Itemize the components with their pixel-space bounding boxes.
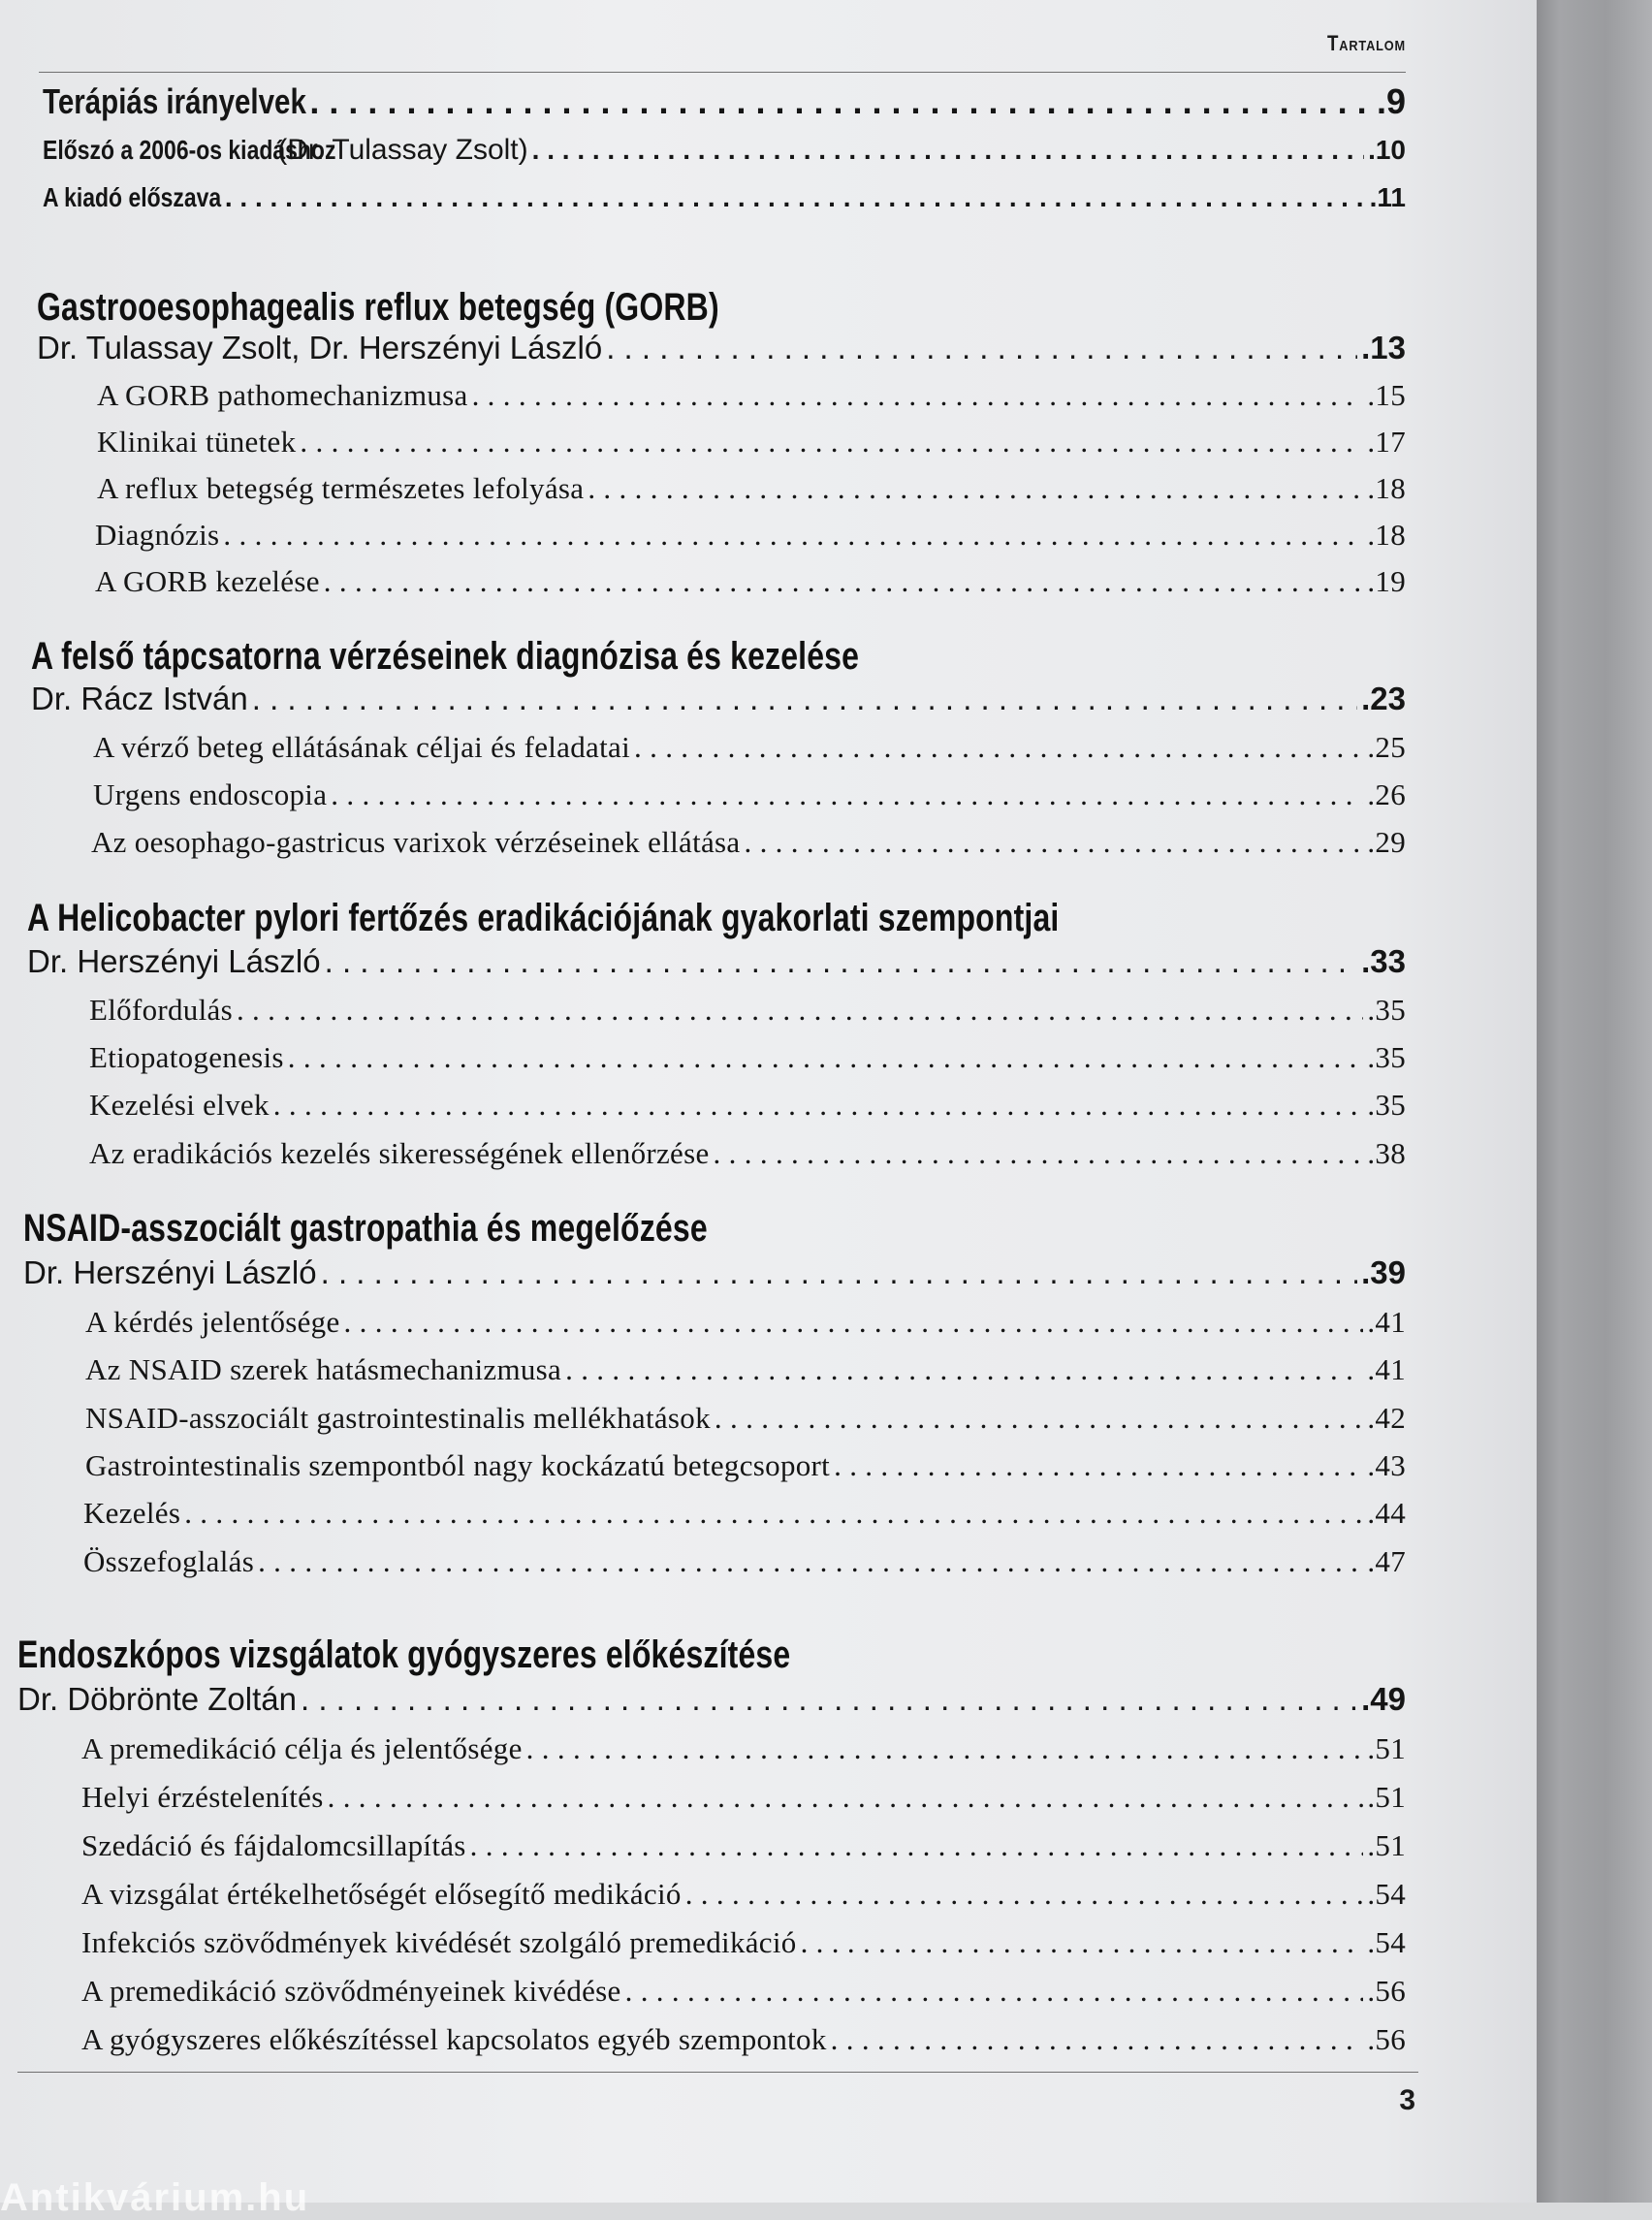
chapter-author-line (31, 681, 1406, 717)
chapter-title: Endoszkópos vizsgálatok gyógyszeres előkészítése (17, 1633, 791, 1676)
section-title: Infekciós szövődmények kivédését szolgáló premedikáció (81, 1925, 797, 1959)
dot-leader (301, 1681, 1357, 1718)
section-title: Kezelési elvek (89, 1088, 270, 1122)
section-title: A premedikáció szövődményeinek kivédése (81, 1974, 621, 2008)
dot-leader (331, 777, 1363, 812)
toc-page-number: .23 (1361, 681, 1406, 716)
dot-leader (565, 1352, 1363, 1387)
toc-section-entry (91, 825, 1406, 860)
toc-page-number: .15 (1367, 378, 1406, 412)
section-title: A vérző beteg ellátásának céljai és feladatai (93, 730, 630, 764)
toc-entry-front (43, 182, 1406, 213)
chapter-title: NSAID-asszociált gastropathia és megelőzése (23, 1207, 708, 1250)
section-title: Szedáció és fájdalomcsillapítás (81, 1828, 466, 1862)
toc-section-entry (85, 1305, 1406, 1340)
toc-section-entry (97, 471, 1406, 506)
chapter-authors: Dr. Herszényi László (23, 1254, 317, 1290)
chapter-title: Gastrooesophagealis reflux betegség (GORB) (37, 286, 719, 329)
section-title: Az oesophago-gastricus varixok vérzéseinek ellátása (91, 825, 741, 859)
dot-leader (223, 518, 1363, 553)
toc-page-number: .10 (1368, 135, 1406, 165)
toc-section-entry (81, 1925, 1406, 1960)
section-title: Gastrointestinalis szempontból nagy kockázatú betegcsoport (85, 1448, 831, 1482)
dot-leader (237, 993, 1363, 1028)
toc-page-number: .54 (1367, 1877, 1406, 1911)
toc-page-number: .35 (1367, 1088, 1406, 1122)
dot-leader (344, 1305, 1364, 1340)
toc-section-entry (95, 564, 1406, 599)
dot-leader (625, 1974, 1364, 2009)
toc-section-entry (81, 1877, 1406, 1912)
dot-leader (470, 1828, 1364, 1863)
toc-page-number: .26 (1367, 777, 1406, 811)
section-title: A kérdés jelentősége (85, 1305, 340, 1339)
toc-page-number: .25 (1367, 730, 1406, 764)
toc-page-number: .38 (1367, 1136, 1406, 1170)
toc-section-entry (85, 1352, 1406, 1387)
toc-section-entry (85, 1401, 1406, 1436)
dot-leader (714, 1136, 1364, 1171)
toc-section-entry (83, 1544, 1406, 1579)
toc-page-number: .51 (1367, 1780, 1406, 1814)
section-title: Összefoglalás (83, 1544, 255, 1578)
chapter-author-line (27, 943, 1406, 980)
toc-page-number: .49 (1361, 1681, 1406, 1717)
toc-page-number: .29 (1367, 825, 1406, 859)
running-header: Tartalom (1326, 31, 1406, 55)
toc-page-number: .41 (1367, 1305, 1406, 1339)
section-title: A GORB pathomechanizmusa (97, 378, 468, 412)
dot-leader (252, 681, 1357, 717)
dot-leader (526, 1731, 1364, 1766)
dot-leader (831, 2022, 1364, 2057)
toc-section-entry (93, 777, 1406, 812)
toc-page-number: .51 (1367, 1731, 1406, 1765)
page-number: 3 (1399, 2084, 1415, 2116)
dot-leader (744, 825, 1363, 860)
dot-leader (532, 135, 1364, 166)
dot-leader (321, 1254, 1358, 1291)
dot-leader (606, 330, 1357, 366)
toc-page-number: .51 (1367, 1828, 1406, 1862)
section-title: A reflux betegség természetes lefolyása (97, 471, 585, 505)
dot-leader (588, 471, 1363, 506)
dot-leader (184, 1496, 1363, 1531)
toc-page-number: .56 (1367, 1974, 1406, 2008)
toc-section-entry (97, 378, 1406, 413)
section-title: Diagnózis (95, 518, 220, 552)
toc-page-number: .18 (1367, 471, 1406, 505)
toc-page-number: .54 (1367, 1925, 1406, 1959)
toc-section-entry (83, 1496, 1406, 1531)
chapter-author-line (37, 330, 1406, 366)
toc-page-number: .39 (1361, 1254, 1406, 1290)
dot-leader (225, 182, 1366, 213)
section-title: A gyógyszeres előkészítéssel kapcsolatos egyéb szempontok (81, 2022, 827, 2056)
book-gutter (1537, 0, 1652, 2203)
toc-section-entry (89, 1088, 1406, 1123)
toc-section-entry (89, 1040, 1406, 1075)
toc-entry-title: Terápiás irányelvek (43, 81, 306, 121)
toc-entry-note: (Dr. Tulassay Zsolt) (277, 134, 528, 166)
toc-section-entry (85, 1448, 1406, 1483)
toc-section-entry (81, 1974, 1406, 2009)
dot-leader (328, 1780, 1364, 1815)
toc-section-entry (81, 1780, 1406, 1815)
chapter-authors: Dr. Rácz István (31, 681, 248, 716)
toc-page-number: .17 (1367, 425, 1406, 459)
dot-leader (472, 378, 1364, 413)
dot-leader (288, 1040, 1364, 1075)
chapter-authors: Dr. Döbrönte Zoltán (17, 1681, 297, 1717)
chapter-authors: Dr. Herszényi László (27, 943, 321, 979)
dot-leader (324, 564, 1364, 599)
toc-entry-front (43, 134, 1406, 167)
dot-leader (273, 1088, 1364, 1123)
toc-page-number: .42 (1367, 1401, 1406, 1435)
chapter-title: A felső tápcsatorna vérzéseinek diagnózisa és kezelése (31, 635, 860, 678)
toc-entry-title: A kiadó előszava (43, 182, 222, 212)
section-title: A premedikáció célja és jelentősége (81, 1731, 523, 1765)
dot-leader (325, 943, 1358, 980)
toc-entry-title: Előszó a 2006-os kiadáshoz (43, 135, 336, 165)
toc-page-number: .43 (1367, 1448, 1406, 1482)
toc-page-number: .18 (1367, 518, 1406, 552)
toc-section-entry (89, 993, 1406, 1028)
toc-section-entry (89, 1136, 1406, 1171)
toc-page-number: .33 (1361, 943, 1406, 979)
footer-rule (17, 2072, 1418, 2073)
section-title: Etiopatogenesis (89, 1040, 284, 1074)
dot-leader (309, 81, 1373, 122)
toc-section-entry (81, 2022, 1406, 2057)
toc-page-number: .41 (1367, 1352, 1406, 1386)
section-title: Az NSAID szerek hatásmechanizmusa (85, 1352, 562, 1386)
toc-section-entry (81, 1731, 1406, 1766)
toc-section-entry (95, 518, 1406, 553)
dot-leader (685, 1877, 1364, 1912)
dot-leader (258, 1544, 1363, 1579)
section-title: Kezelés (83, 1496, 181, 1530)
section-title: Az eradikációs kezelés sikerességének ellenőrzése (89, 1136, 710, 1170)
dot-leader (300, 425, 1363, 460)
toc-section-entry (81, 1828, 1406, 1863)
chapter-title: A Helicobacter pylori fertőzés eradikációjának gyakorlati szempontjai (27, 897, 1060, 939)
toc-page-number: .47 (1367, 1544, 1406, 1578)
chapter-authors: Dr. Tulassay Zsolt, Dr. Herszényi László (37, 330, 603, 365)
section-title: Helyi érzéstelenítés (81, 1780, 324, 1814)
watermark: Antikvárium.hu (0, 2176, 310, 2219)
toc-page-number: .35 (1367, 1040, 1406, 1074)
toc-page-number: .56 (1367, 2022, 1406, 2056)
toc-page-number: .19 (1367, 564, 1406, 598)
toc-page-number: .13 (1361, 330, 1406, 365)
dot-leader (834, 1448, 1363, 1483)
section-title: Előfordulás (89, 993, 233, 1027)
toc-page-number: .11 (1369, 182, 1406, 212)
section-title: A vizsgálat értékelhetőségét elősegítő medikáció (81, 1877, 682, 1911)
toc-page-number: .44 (1367, 1496, 1406, 1530)
chapter-author-line (17, 1681, 1406, 1718)
toc-section-entry (93, 730, 1406, 765)
section-title: A GORB kezelése (95, 564, 320, 598)
dot-leader (634, 730, 1363, 765)
chapter-author-line (23, 1254, 1406, 1291)
dot-leader (801, 1925, 1364, 1960)
toc-section-entry (97, 425, 1406, 460)
header-rule (39, 72, 1406, 73)
section-title: NSAID-asszociált gastrointestinalis mellékhatások (85, 1401, 711, 1435)
toc-page-number: .9 (1376, 81, 1406, 121)
dot-leader (715, 1401, 1363, 1436)
toc-page-number: .35 (1367, 993, 1406, 1027)
section-title: Urgens endoscopia (93, 777, 328, 811)
section-title: Klinikai tünetek (97, 425, 297, 459)
toc-entry-front (43, 81, 1406, 122)
